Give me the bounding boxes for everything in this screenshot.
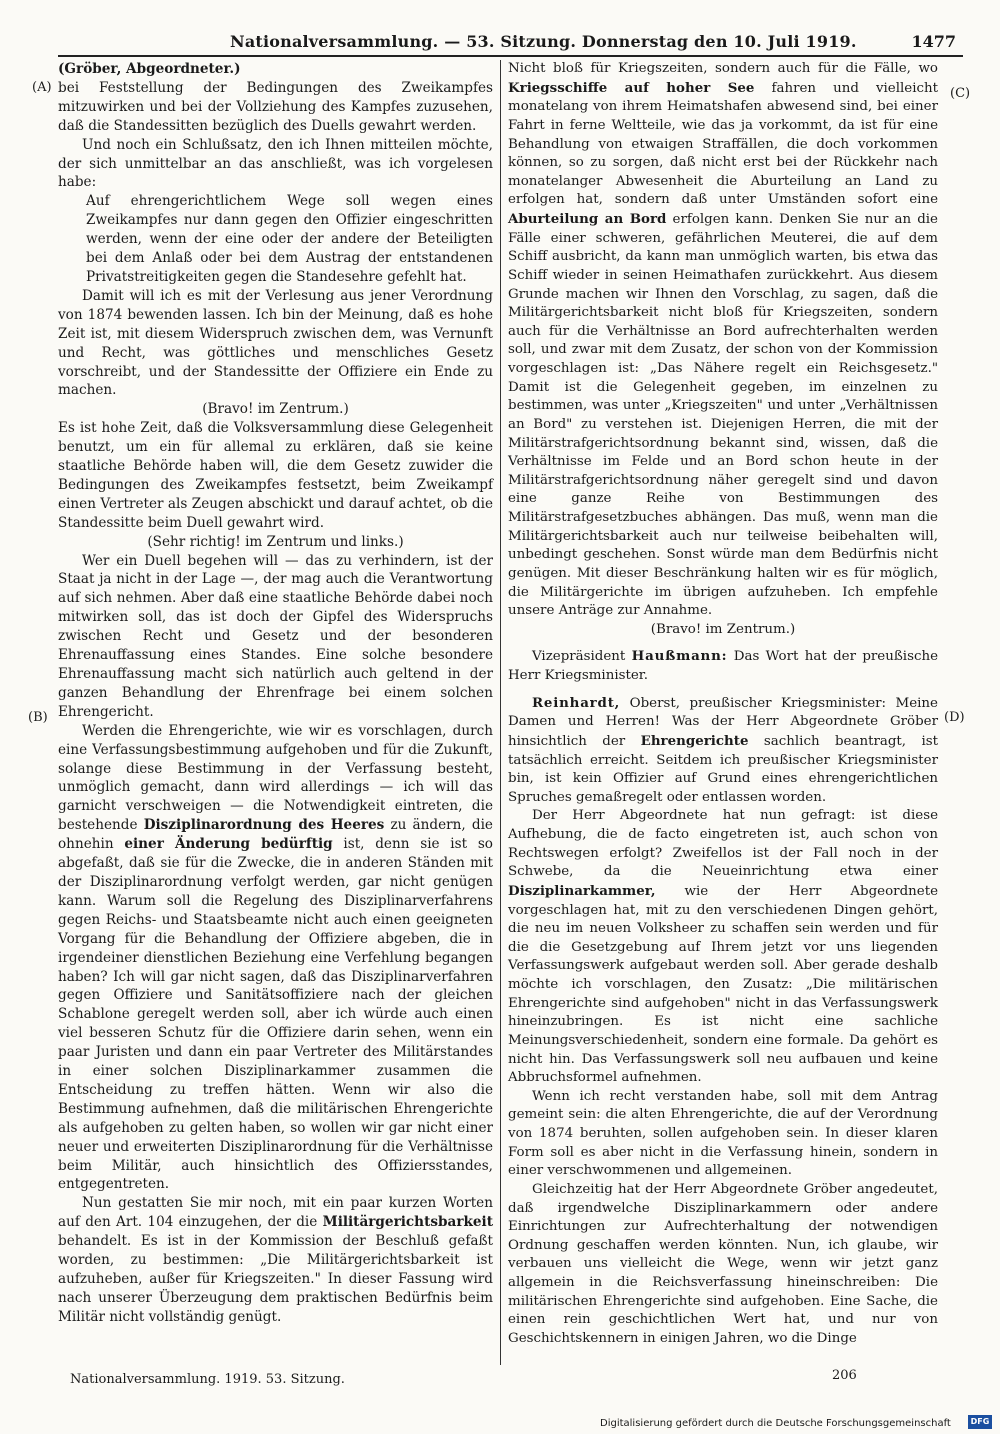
margin-marker-b: (B)	[28, 710, 48, 725]
speaker-note: (Gröber, Abgeordneter.)	[58, 61, 241, 77]
speaker-name: Reinhardt,	[532, 694, 621, 711]
footer-sheet-number: 206	[832, 1368, 857, 1383]
emphasis: Disziplinarordnung des Heeres	[143, 817, 385, 834]
margin-marker-c: (C)	[950, 86, 971, 101]
emphasis: einer Änderung bedürftig	[124, 836, 333, 853]
paragraph	[508, 694, 938, 808]
paragraph: bei Feststellung der Bedingungen des Zweikampfes mitzuwirken und bei der Vollziehung des Kampfes zuzusehen, daß die Standessitten bezüglich des Duells gewahrt werden.	[58, 79, 493, 134]
emphasis: Militärgerichtsbarkeit	[322, 1214, 493, 1231]
text-run: Werden die Ehrengerichte, wie wir es vorschlagen, durch eine Verfassungsbestimmung aufgehoben und für die Zukunft, solange diese Bestimmung in der Verfassung besteht, unmöglich gemacht, dann wird allerdings — ich will das garnicht verschweigen — die Notwendigkeit eintreten, die bestehende	[58, 722, 493, 834]
reaction-note: (Bravo! im Zentrum.)	[650, 621, 796, 637]
paragraph: Wenn ich recht verstanden habe, soll mit dem Antrag gemeint sein: die alten Ehrengerichte, die auf der Verordnung von 1874 beruhten, sollen aufgehoben sein. In dieser klaren Form soll es aber nicht in die Verfassung hinein, sondern in einer verschwommenen und allgemeinen.	[508, 1088, 938, 1179]
paragraph	[58, 722, 493, 1195]
paragraph	[508, 807, 938, 1087]
left-column	[58, 60, 493, 1327]
footer-session: Nationalversammlung. 1919. 53. Sitzung.	[70, 1372, 345, 1387]
paragraph: Gleichzeitig hat der Herr Abgeordnete Gröber angedeutet, daß irgendwelche Disziplinarkammern oder andere Einrichtungen zur Aufrechterhaltung der notwendigen Ordnung geschaffen werden könnten. Nun, ich glaube, wir verbauen uns vielleicht die Wege, wenn wir jetzt ganz allgemein in die Reichsverfassung hineinschreiben: Die militärischen Ehrengerichte sind aufgehoben. Eine Sache, die einen rein geschichtlichen Wert hat, und nur von Geschichtskennern in einigen Jahren, wo die Dinge	[508, 1181, 938, 1346]
text-run: zu ändern, die ohnehin	[58, 817, 493, 853]
text-run: wie der Herr Abgeordnete vorgeschlagen hat, mit zu den verschiedenen Dingen gehört, die neu im neuen Volksheer zu schaffen sein werden und für die die Gesetzgebung auf Ihrem jetzt vor uns liegenden Verfassungswerk aufgebaut werden soll. Aber gerade deshalb möchte ich vorschlagen, den Zusatz: „Die militärischen Ehrengerichte sind aufgehoben" nicht in das Verfassungswerk hineinzubringen. Es ist nicht eine sachliche Meinungsverschiedenheit, sondern eine formale. Da gehört es nicht hin. Das Verfassungswerk soll neu aufbauen und keine Abbruchsformel aufnehmen.	[508, 883, 938, 1086]
paragraph: Wer ein Duell begehen will — das zu verhindern, ist der Staat ja nicht in der Lage —, der mag auch die Verantwortung auf sich nehmen. Aber daß eine staatliche Behörde dabei noch mitwirken soll, das ist doch der Gipfel des Widerspruchs zwischen Recht und Gesetz und der besonderen Ehrenauffassung eines Standes. Eine solche besondere Ehrenauffassung macht sich natürlich auch geltend in der ganzen Behandlung der Ehrenfrage bei einem solchen Ehrengericht.	[58, 552, 493, 720]
text-run: ist, denn sie ist so abgefaßt, daß sie für die Zwecke, die in anderen Ständen mit der Disziplinarordnung verfolgt werden, gar nicht genügen kann. Warum soll die Regelung des Disziplinarverfahrens gegen Reichs- und Staatsbeamte nicht auch einen geeigneten Vorgang für die Behandlung der Offiziere abgeben, die in irgendeiner dienstlichen Beziehung eine Verfehlung begangen haben? Ich will gar nicht sagen, daß das Disziplinarverfahren gegen Offiziere und Sanitätsoffiziere nach der gleichen Schablone geregelt werden soll, aber ich würde auch einen viel besseren Schutz für die Offiziere darin sehen, wenn ein paar Juristen und dann ein paar Vertreter des Militärstandes in einer solchen Disziplinarkammer zusammen die Entscheidung zu treffen hätten. Wenn wir also die Bestimmung aufnehmen, daß die militärischen Ehrengerichte als aufgehoben zu gelten haben, so wollen wir gar nicht einer neuer und erweiterten Disziplinarordnung für die Verhältnisse beim Militär, auch hinsichtlich des Offiziersstandes, entgegentreten.	[58, 836, 493, 1193]
digitization-credit: Digitalisierung gefördert durch die Deutsche Forschungsgemeinschaft	[600, 1418, 951, 1429]
column-divider	[500, 60, 501, 1365]
margin-marker-a: (A)	[32, 80, 52, 95]
reaction-note: (Bravo! im Zentrum.)	[202, 401, 349, 418]
emphasis: Disziplinarkammer,	[508, 882, 656, 899]
emphasis: Kriegsschiffe auf hoher See	[508, 79, 755, 96]
page-header	[58, 30, 970, 56]
text-run: sachlich beantragt, ist tatsächlich erreicht. Seitdem ich preußischer Kriegsminister bin, ist kein Offizier auf Grund eines ehrengerichtlichen Spruches gemaßregelt oder entlassen worden.	[508, 733, 939, 805]
text-run: Oberst, preußischer Kriegsminister: Meine Damen und Herren! Was der Herr Abgeordnete Gröber hinsichtlich der	[508, 695, 938, 749]
paragraph	[508, 647, 938, 685]
paragraph: Damit will ich es mit der Verlesung aus jener Verordnung von 1874 bewenden lassen. Ich bin der Meinung, daß es hohe Zeit ist, mit diesem Widerspruch zwischen dem, was Vernunft und Recht, was göttliches und menschliches Gesetz vorschreibt, und der Standessitte der Offiziere ein Ende zu machen.	[58, 287, 493, 399]
header-rule	[58, 55, 963, 57]
paragraph: Es ist hohe Zeit, daß die Volksversammlung diese Gelegenheit benutzt, um ein für allemal zu erklären, daß sie keine staatliche Behörde haben will, die dem Gesetz zuwider die Bedingungen des Zweikampfes festsetzt, beim Zweikampf einen Vertreter als Zeugen abschickt und darauf achtet, ob die Standessitte beim Duell gewahrt wird.	[58, 420, 493, 531]
page-number: 1477	[911, 32, 956, 51]
running-title: Nationalversammlung. — 53. Sitzung. Donnerstag den 10. Juli 1919.	[230, 32, 857, 51]
quotation: Auf ehrengerichtlichem Wege soll wegen eines Zweikampfes nur dann gegen den Offizier eingeschritten werden, wenn der eine oder der andere der Beteiligten bei dem Anlaß oder bei dem Austrag der entstandenen Privatstreitigkeiten gegen die Standesehre gefehlt hat.	[86, 193, 493, 285]
text-run: erfolgen kann. Denken Sie nur an die Fälle einer schweren, gefährlichen Meuterei, die auf dem Schiff ausbricht, da kann man unmöglich warten, bis etwa das Schiff wieder in seinen Heimathafen zurückkehrt. Aus diesem Grunde machen wir Ihnen den Vorschlag, zu sagen, daß die Militärgerichtsbarkeit nicht bloß für Kriegszeiten, sondern auch für die Verhältnisse an Bord aufrechterhalten werden soll, und zwar mit dem Zusatz, der schon von der Kommission vorgeschlagen ist: „Das Nähere regelt ein Reichsgesetz." Damit ist die Gelegenheit gegeben, im einzelnen zu bestimmen, was unter „Kriegszeiten" und unter „Verhältnissen an Bord" zu verstehen ist. Diejenigen Herren, die mit der Militärstrafgerichtsordnung bekannt sind, wissen, daß die Verhältnisse im Felde und an Bord schon heute in der Militärstrafgerichtsordnung näher geregelt sind und davon eine ganze Reihe von Bestimmungen des Militärstrafgesetzbuches abhängen. Das muß, wenn man die Militärgerichtsbarkeit auch nur teilweise beibehalten will, unbedingt geschehen. Sonst würde man dem Bedürfnis nicht genügen. Mit dieser Beschränkung halten wir es für möglich, die Militärgerichte im übrigen aufzuheben. Ich empfehle unsere Anträge zur Annahme.	[508, 212, 938, 619]
dfg-logo: DFG	[968, 1415, 992, 1429]
margin-marker-d: (D)	[944, 710, 965, 725]
paragraph: Und noch ein Schlußsatz, den ich Ihnen mitteilen möchte, der sich unmittelbar an das anschließt, was ich vorgelesen habe:	[58, 136, 493, 191]
text-run: fahren und vielleicht monatelang von ihrem Heimatshafen abwesend sind, bei einer Fahrt in ferne Weltteile, wie das ja vorkommt, da ist für eine Behandlung von etwaigen Straffällen, die doch vorkommen können, so zu sorgen, daß nicht erst bei der Rückkehr nach monatelanger Abwesenheit die Aburteilung an Land zu erfolgen hat, sondern daß unter Umständen sofort eine	[508, 80, 938, 208]
text-run: Vizepräsident	[532, 649, 626, 665]
right-column	[508, 60, 938, 1349]
reaction-note: (Sehr richtig! im Zentrum und links.)	[147, 533, 404, 550]
speaker-name: Haußmann:	[631, 648, 728, 665]
text-run: behandelt. Es ist in der Kommission der Beschluß gefaßt worden, zu bestimmen: „Die Militärgerichtsbarkeit ist aufzuheben, außer für Kriegszeiten." In dieser Fassung wird nach unserer Überzeugung dem praktischen Bedürfnis beim Militär nicht vollständig genügt.	[58, 1233, 493, 1325]
text-run: Nun gestatten Sie mir noch, mit ein paar kurzen Worten auf den Art. 104 einzugehen, der die	[58, 1195, 493, 1231]
emphasis: Aburteilung an Bord	[508, 211, 667, 227]
paragraph	[58, 1194, 493, 1326]
emphasis: Ehrengerichte	[640, 732, 749, 749]
text-run: Das Wort hat der preußische Herr Kriegsminister.	[508, 649, 938, 683]
paragraph	[508, 60, 938, 621]
text-run: Der Herr Abgeordnete hat nun gefragt: ist diese Aufhebung, die de facto eingetreten ist, auch schon von Rechtswegen erfolgt? Zweifellos ist der Fall noch in der Schwebe, da die Neueinrichtung etwa einer	[508, 808, 938, 880]
text-run: Nicht bloß für Kriegszeiten, sondern auch für die Fälle, wo	[508, 61, 938, 76]
